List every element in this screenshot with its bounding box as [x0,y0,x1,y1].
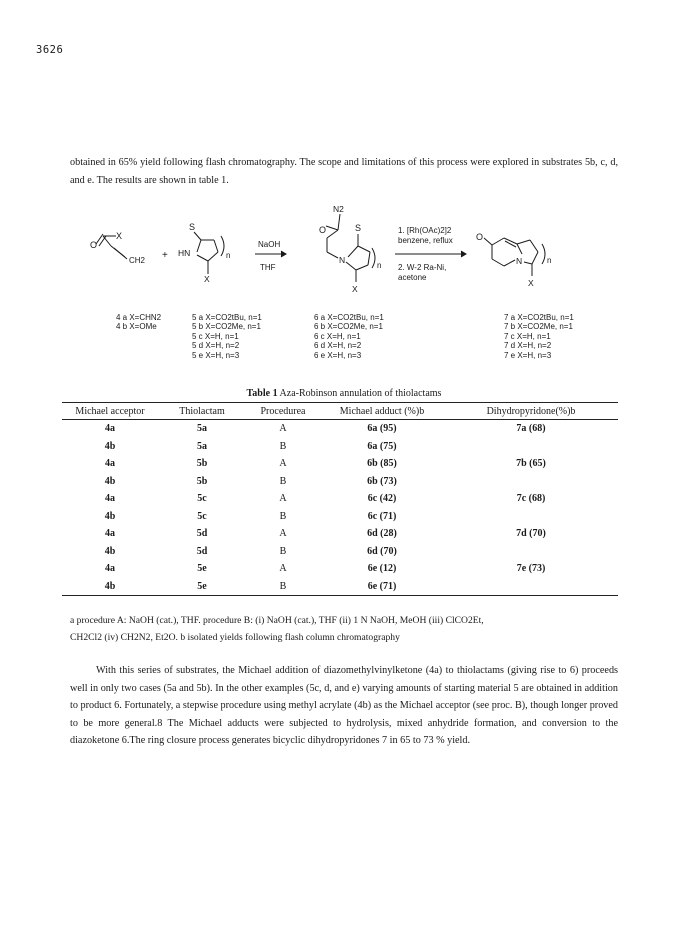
intro-paragraph [70,154,618,189]
table-row [62,508,618,526]
results-table [62,402,618,596]
header-michael-acceptor: Michael acceptor [62,403,158,420]
cell-acceptor: 4a [105,458,115,470]
cell-dihydropyridone: 7e (73) [516,563,546,575]
cell-adduct: 6b (85) [367,458,397,470]
table-row [62,420,618,438]
cell-acceptor: 4a [105,528,115,540]
atom-s: S [355,223,362,233]
reagent-step2-line2: benzene, reflux [398,236,453,245]
cell-thiolactam: 5a [197,423,207,435]
reagent-step2-line1: 1. [Rh(OAc)2]2 [398,226,452,235]
atom-n-subscript: n [547,256,552,265]
cell-procedure: A [279,458,287,470]
cell-thiolactam: 5c [197,493,207,505]
table-row [62,578,618,596]
cell-acceptor: 4a [105,493,115,505]
arrow-head-2 [461,251,466,257]
cell-dihydropyridone: 7c (68) [516,493,546,505]
cell-adduct: 6d (28) [367,528,397,540]
reagent-step2-line3: 2. W-2 Ra-Ni, [398,263,447,272]
footnote-line-2: CH2Cl2 (iv) CH2N2, Et2O. b isolated yields following flash column chromatography [70,631,400,643]
cell-thiolactam: 5d [196,545,208,557]
cell-dihydropyridone: 7b (65) [516,458,546,470]
header-dihydropyridone: Dihydropyridone(%)b [444,403,618,420]
table-footnote [70,613,618,646]
header-procedure: Procedurea [246,403,320,420]
atom-n: N [339,255,346,265]
cell-procedure: A [279,563,287,575]
cell-thiolactam: 5c [197,510,207,522]
cell-procedure: A [279,528,287,540]
footnote-line-1: a procedure A: NaOH (cat.), THF. procedure B: (i) NaOH (cat.), THF (ii) 1 N NaOH, MeOH (iii) ClCO2Et, [70,615,484,626]
cell-acceptor: 4b [104,510,116,522]
cell-acceptor: 4a [105,563,115,575]
cell-dihydropyridone: 7a (68) [516,423,546,435]
cell-acceptor: 4b [104,440,116,452]
compound-6-labels: 6 a X=CO2tBu, n=1 6 b X=CO2Me, n=1 6 c X=H, n=1 6 d X=H, n=2 6 e X=H, n=3 [314,313,384,360]
atom-ch2: CH2 [129,256,146,265]
reagent-naoh: NaOH [258,240,281,249]
atom-n2: N2 [333,204,344,214]
atom-x: X [528,278,534,288]
cell-procedure: B [279,510,287,522]
atom-s: S [189,222,196,232]
arrow-head-1 [281,251,286,257]
atom-n-subscript: n [377,261,382,270]
cell-acceptor: 4b [62,578,158,596]
table-row [62,525,618,543]
page-number: 3626 [36,44,64,56]
cell-dihydropyridone [444,543,618,561]
cell-thiolactam: 5a [197,440,207,452]
reagent-step2-line4: acetone [398,273,427,282]
cell-adduct: 6d (70) [367,545,397,557]
structure-6 [319,204,381,294]
table-header-row [62,403,618,420]
atom-o: O [319,225,327,235]
body-text: With this series of substrates, the Michael addition of diazomethylvinylketone (4a) to thiolactams (giving rise to 6) proceeds well in only two cases (5a and 5b). In the other examples (5c, d, and e) varying amounts of starting material 5 are obtained in addition to product 6. Fortunately, a stepwise procedure using methyl acrylate (4b) as the Michael acceptor (see proc. B), though longer proved to be more general.8 The Michael adducts were subjected to hydrolysis, mixed anhydride formation, and conversion to the diazoketone 6.The ring closure process generates bicyclic dihydropyridones 7 in 65 to 73 % yield. [70,665,618,746]
cell-dihydropyridone: 7d (70) [516,528,546,540]
table-row [62,455,618,473]
atom-x: X [116,231,123,241]
structure-5 [178,222,230,284]
compound-7-labels: 7 a X=CO2tBu, n=1 7 b X=CO2Me, n=1 7 c X=H, n=1 7 d X=H, n=2 7 e X=H, n=3 [504,313,574,360]
cell-acceptor: 4b [104,475,116,487]
atom-n-subscript: n [226,251,231,260]
structure-4 [90,231,146,265]
atom-o: O [476,232,484,242]
compound-5-labels: 5 a X=CO2tBu, n=1 5 b X=CO2Me, n=1 5 c X=H, n=1 5 d X=H, n=2 5 e X=H, n=3 [192,313,262,360]
table-caption-text: Aza-Robinson annulation of thiolactams [279,388,442,399]
header-thiolactam: Thiolactam [158,403,246,420]
table-caption [70,388,618,399]
cell-thiolactam: 5b [196,475,208,487]
cell-adduct: 6c (71) [367,510,397,522]
scheme-drawing [70,200,630,328]
cell-dihydropyridone [444,473,618,491]
cell-acceptor: 4b [104,545,116,557]
table-row [62,560,618,578]
atom-hn: HN [178,248,191,258]
cell-thiolactam: 5b [196,458,208,470]
cell-adduct: 6b (73) [367,475,397,487]
header-michael-adduct: Michael adduct (%)b [320,403,444,420]
reagent-thf: THF [260,263,276,272]
cell-adduct: 6e (12) [367,563,397,575]
cell-dihydropyridone [444,508,618,526]
atom-n: N [516,256,523,266]
atom-o: O [90,240,98,250]
body-paragraph [70,662,618,750]
table-caption-label: Table 1 [246,388,278,399]
cell-dihydropyridone [444,578,618,596]
structure-7 [476,232,551,288]
cell-procedure: B [279,440,287,452]
cell-procedure: B [246,578,320,596]
cell-procedure: B [279,475,287,487]
cell-acceptor: 4a [105,423,115,435]
cell-adduct: 6a (75) [367,440,397,452]
atom-x: X [352,284,358,294]
cell-dihydropyridone [444,438,618,456]
cell-adduct: 6c (42) [367,493,397,505]
compound-4-labels: 4 a X=CHN2 4 b X=OMe [116,313,162,332]
plus-sign: + [162,250,168,261]
table-row [62,543,618,561]
cell-thiolactam: 5e [197,563,207,575]
cell-adduct: 6a (95) [367,423,397,435]
table-row [62,438,618,456]
cell-procedure: A [279,423,287,435]
cell-thiolactam: 5e [158,578,246,596]
atom-x: X [204,274,210,284]
cell-procedure: A [279,493,287,505]
reaction-scheme [70,200,630,370]
cell-thiolactam: 5d [196,528,208,540]
cell-adduct: 6e (71) [320,578,444,596]
intro-text: obtained in 65% yield following flash chromatography. The scope and limitations of this process were explored in substrates 5b, c, d, and e. The results are shown in table 1. [70,157,618,186]
table-row [62,490,618,508]
cell-procedure: B [279,545,287,557]
table-row [62,473,618,491]
